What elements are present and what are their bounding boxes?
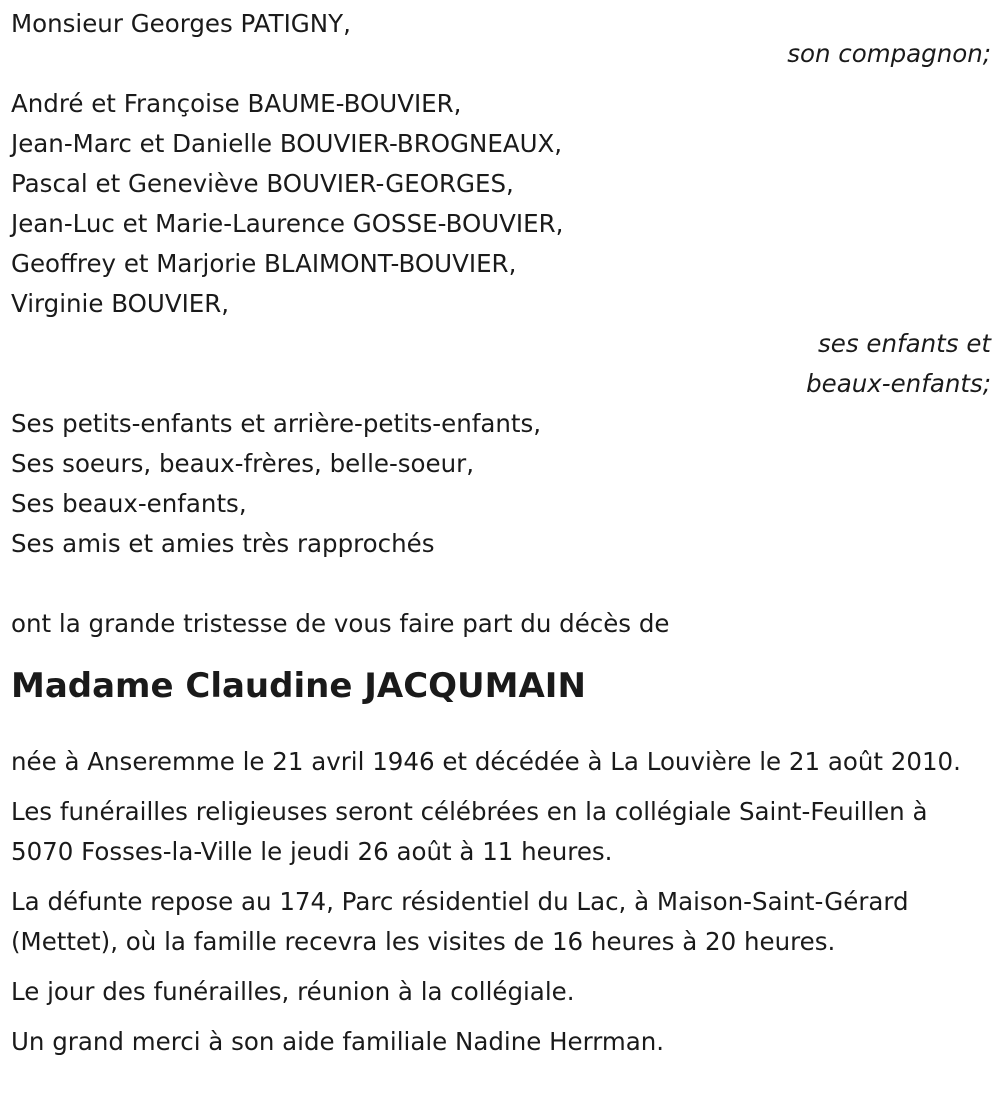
- thanks-paragraph: Un grand merci à son aide familiale Nadine Herrman.: [11, 1027, 665, 1056]
- companion-role: son compagnon;: [787, 39, 991, 68]
- child-couple: Jean-Luc et Marie-Laurence GOSSE-BOUVIER,: [11, 209, 564, 238]
- child-couple: Geoffrey et Marjorie BLAIMONT-BOUVIER,: [11, 249, 517, 278]
- relatives-line: Ses beaux-enfants,: [11, 489, 247, 518]
- children-list: [11, 84, 991, 324]
- deceased-name: Madame Claudine JACQUMAIN: [11, 666, 586, 706]
- child-couple: Pascal et Geneviève BOUVIER-GEORGES,: [11, 169, 514, 198]
- announcement-line: ont la grande tristesse de vous faire part du décès de: [11, 609, 670, 638]
- relatives-list: [11, 404, 991, 564]
- relatives-line: Ses soeurs, beaux-frères, belle-soeur,: [11, 449, 474, 478]
- child-couple: Jean-Marc et Danielle BOUVIER-BROGNEAUX,: [11, 129, 563, 158]
- children-role-line2: beaux-enfants;: [806, 369, 991, 398]
- obituary-notice: [11, 4, 991, 1062]
- relatives-line: Ses amis et amies très rapprochés: [11, 529, 435, 558]
- child-couple: André et Françoise BAUME-BOUVIER,: [11, 89, 462, 118]
- birth-death-paragraph: née à Anseremme le 21 avril 1946 et décédée à La Louvière le 21 août 2010.: [11, 747, 961, 776]
- children-role-line1: ses enfants et: [818, 329, 991, 358]
- gathering-paragraph: Le jour des funérailles, réunion à la collégiale.: [11, 977, 575, 1006]
- rest-paragraph: La défunte repose au 174, Parc résidentiel du Lac, à Maison-Saint-Gérard (Mettet), où la famille recevra les visites de 16 heures à 20 heures.: [11, 887, 909, 956]
- relatives-line: Ses petits-enfants et arrière-petits-enfants,: [11, 409, 542, 438]
- child-couple: Virginie BOUVIER,: [11, 289, 230, 318]
- funeral-paragraph: Les funérailles religieuses seront célébrées en la collégiale Saint-Feuillen à 5070 Fosses-la-Ville le jeudi 26 août à 11 heures.: [11, 797, 928, 866]
- companion-name: Monsieur Georges PATIGNY,: [11, 9, 351, 38]
